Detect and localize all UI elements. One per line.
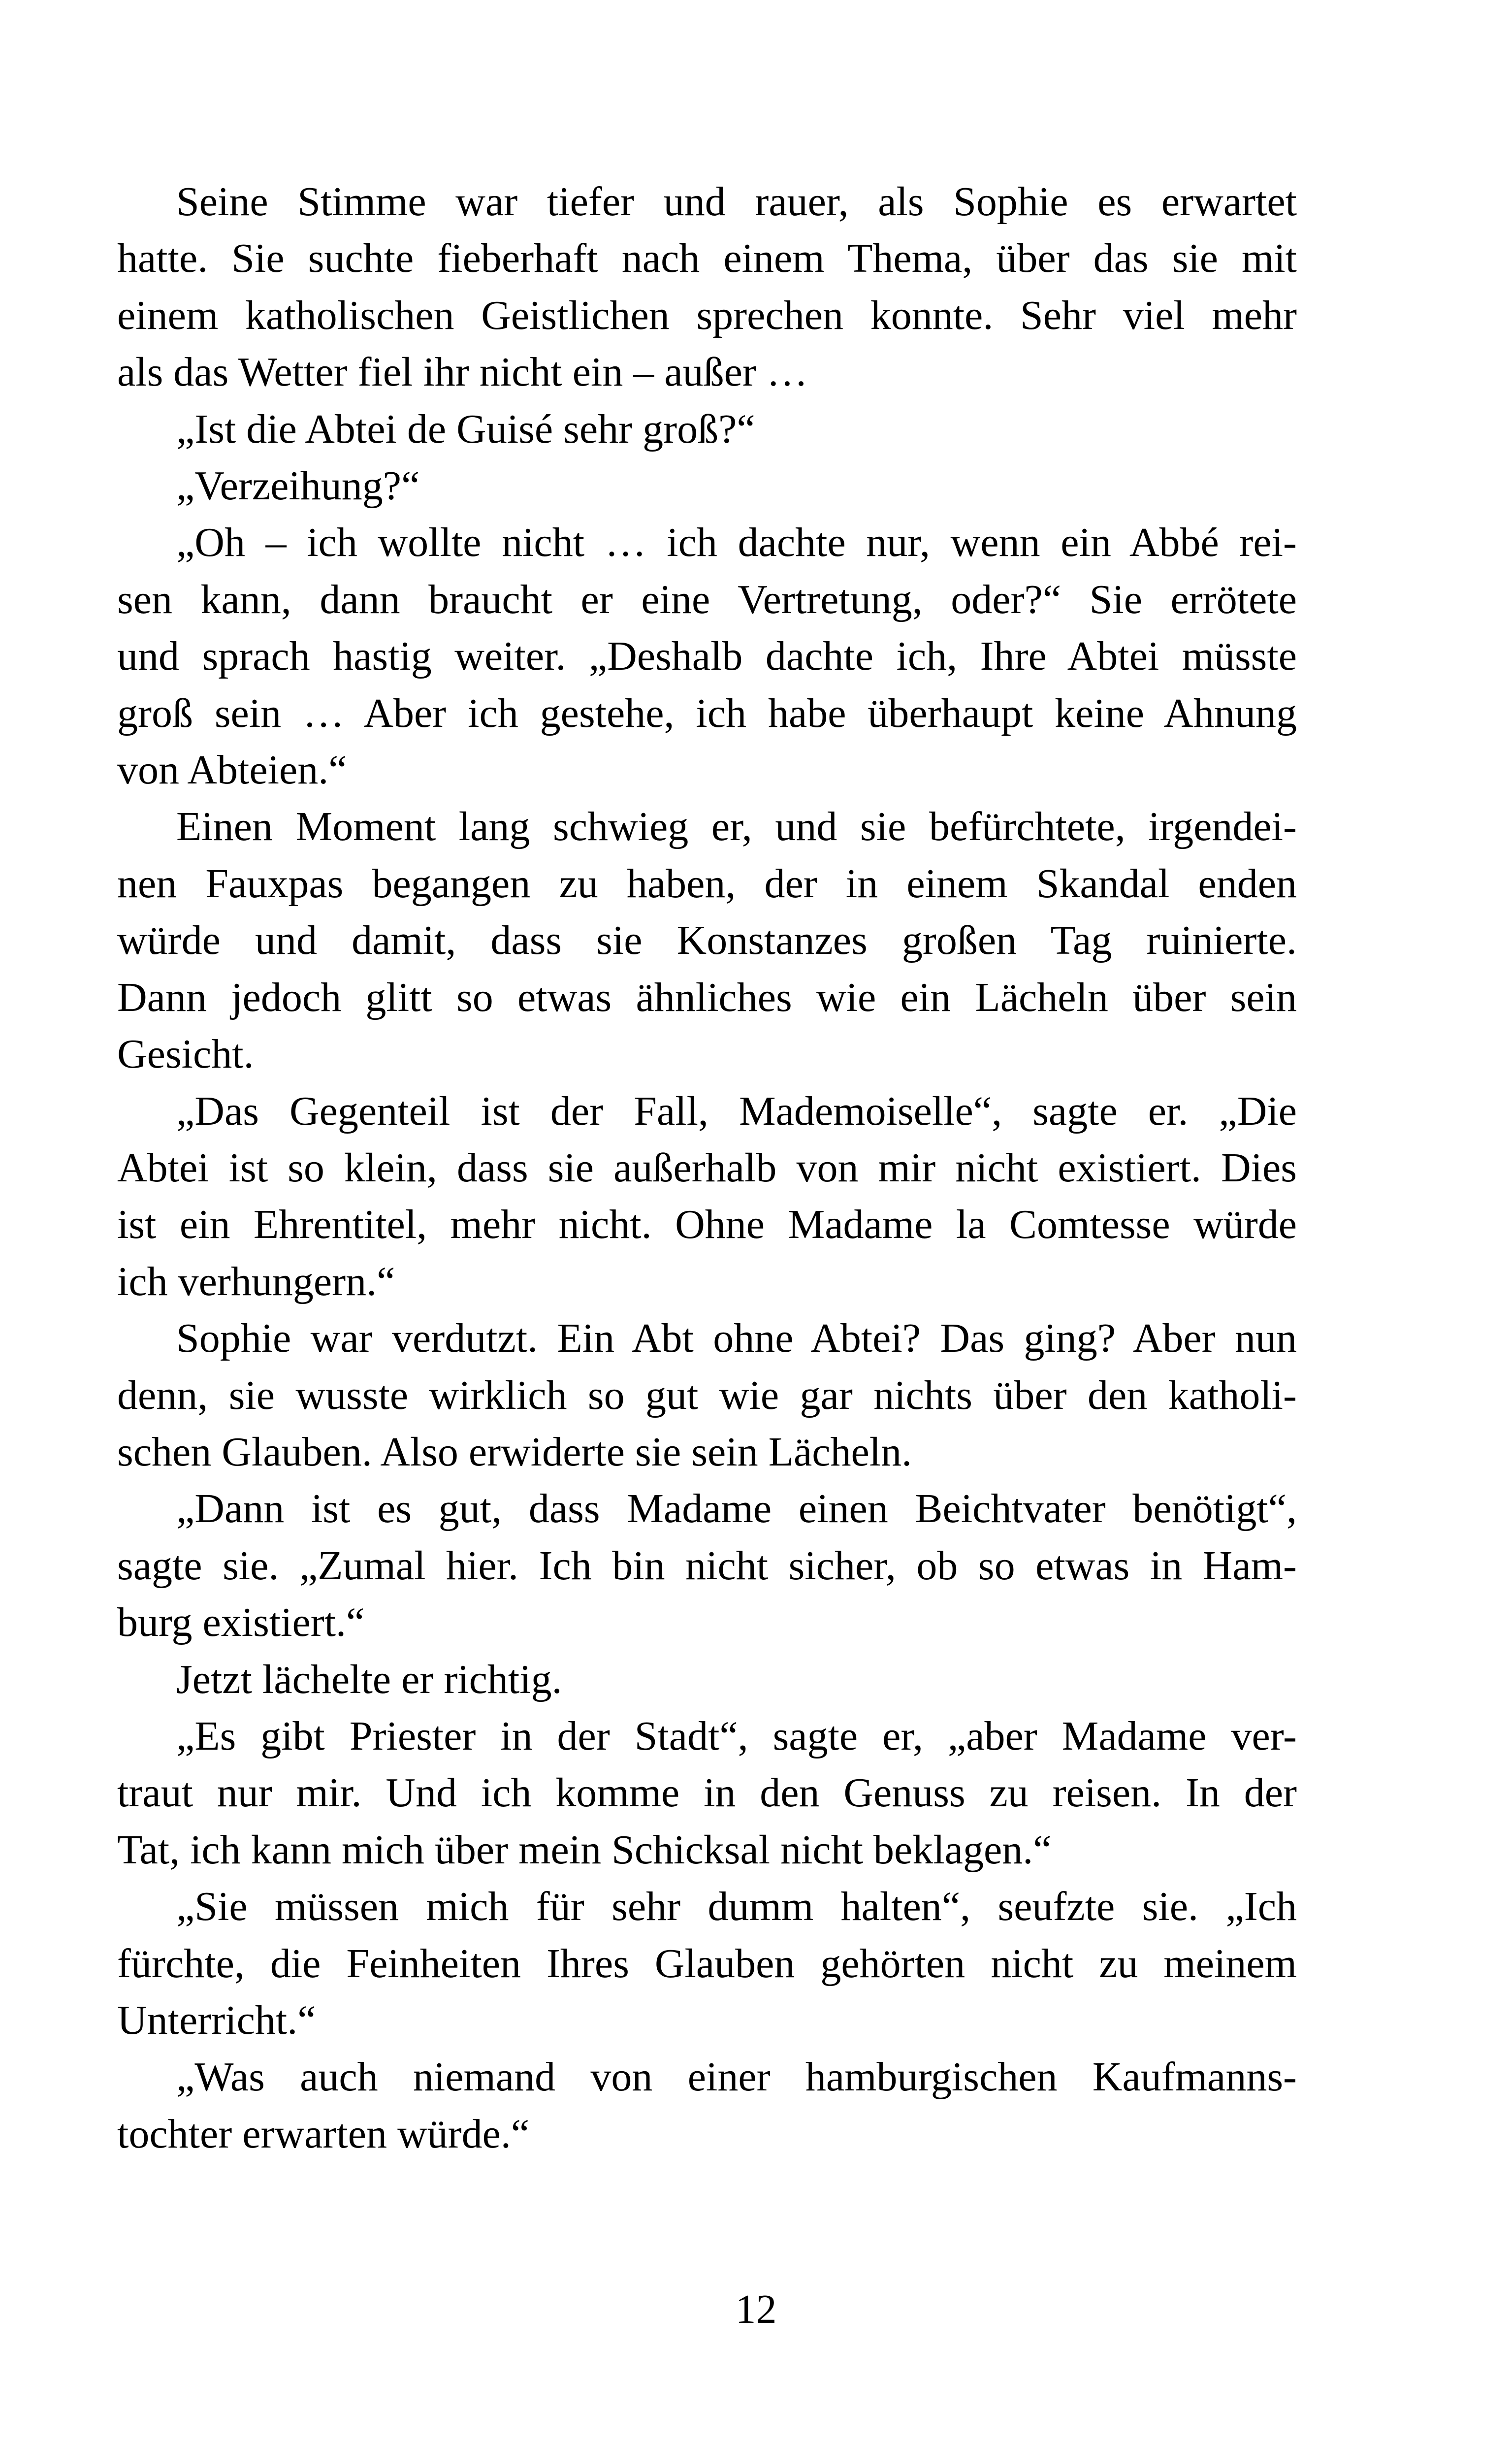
page-number: 12 bbox=[735, 2286, 777, 2332]
text-line: und sprach hastig weiter. „Deshalb dachte ich, Ihre Abtei müsste bbox=[117, 633, 1297, 680]
text-line: Jetzt lächelte er richtig. bbox=[176, 1656, 562, 1702]
paragraph bbox=[117, 457, 1297, 514]
text-line: „Was auch niemand von einer hamburgischen Kaufmanns- bbox=[176, 2054, 1297, 2100]
text-line: einem katholischen Geistlichen sprechen konnte. Sehr viel mehr bbox=[117, 292, 1297, 338]
text-line: Gesicht. bbox=[117, 1031, 254, 1077]
text-line: Dann jedoch glitt so etwas ähnliches wie ein Lächeln über sein bbox=[117, 974, 1297, 1020]
text-line: sagte sie. „Zumal hier. Ich bin nicht sicher, ob so etwas in Ham- bbox=[117, 1542, 1297, 1589]
text-line: „Ist die Abtei de Guisé sehr groß?“ bbox=[176, 406, 755, 452]
paragraph bbox=[117, 798, 1297, 1082]
text-line: von Abteien.“ bbox=[117, 747, 347, 793]
text-line: „Oh – ich wollte nicht … ich dachte nur, wenn ein Abbé rei- bbox=[176, 520, 1297, 566]
text-line: ich verhungern.“ bbox=[117, 1258, 395, 1304]
paragraph bbox=[117, 1480, 1297, 1651]
text-line: burg existiert.“ bbox=[117, 1599, 365, 1646]
text-line: „Verzeihung?“ bbox=[176, 463, 420, 509]
text-line: Seine Stimme war tiefer und rauer, als Sophie es erwartet bbox=[176, 179, 1297, 225]
text-line: fürchte, die Feinheiten Ihres Glauben gehörten nicht zu meinem bbox=[117, 1940, 1297, 1987]
text-line: Sophie war verdutzt. Ein Abt ohne Abtei? Das ging? Aber nun bbox=[176, 1315, 1297, 1362]
text-line: Einen Moment lang schwieg er, und sie befürchtete, irgendei- bbox=[176, 804, 1297, 850]
body-text bbox=[117, 173, 1297, 2162]
text-line: Abtei ist so klein, dass sie außerhalb von mir nicht existiert. Dies bbox=[117, 1144, 1297, 1191]
text-line: „Sie müssen mich für sehr dumm halten“, seufzte sie. „Ich bbox=[176, 1884, 1297, 1930]
paragraph bbox=[117, 1878, 1297, 2049]
paragraph bbox=[117, 1708, 1297, 1878]
text-line: groß sein … Aber ich gestehe, ich habe überhaupt keine Ahnung bbox=[117, 690, 1297, 736]
paragraph bbox=[117, 514, 1297, 798]
paragraph bbox=[117, 2049, 1297, 2162]
text-line: nen Fauxpas begangen zu haben, der in einem Skandal enden bbox=[117, 860, 1297, 907]
paragraph bbox=[117, 173, 1297, 401]
text-line: als das Wetter fiel ihr nicht ein – außer … bbox=[117, 349, 808, 395]
paragraph bbox=[117, 1651, 1297, 1708]
text-line: würde und damit, dass sie Konstanzes großen Tag ruinierte. bbox=[117, 917, 1297, 964]
text-line: schen Glauben. Also erwiderte sie sein Lächeln. bbox=[117, 1429, 912, 1475]
text-line: „Dann ist es gut, dass Madame einen Beichtvater benötigt“, bbox=[176, 1486, 1297, 1532]
text-line: „Das Gegenteil ist der Fall, Mademoiselle“, sagte er. „Die bbox=[176, 1088, 1297, 1134]
text-line: Tat, ich kann mich über mein Schicksal nicht beklagen.“ bbox=[117, 1826, 1052, 1873]
text-line: tochter erwarten würde.“ bbox=[117, 2111, 530, 2157]
text-line: Unterricht.“ bbox=[117, 1997, 316, 2043]
text-line: „Es gibt Priester in der Stadt“, sagte er, „aber Madame ver- bbox=[176, 1713, 1297, 1759]
paragraph bbox=[117, 1083, 1297, 1310]
paragraph bbox=[117, 1310, 1297, 1480]
paragraph bbox=[117, 401, 1297, 457]
text-line: ist ein Ehrentitel, mehr nicht. Ohne Madame la Comtesse würde bbox=[117, 1202, 1297, 1248]
text-line: denn, sie wusste wirklich so gut wie gar nichts über den katholi- bbox=[117, 1372, 1297, 1418]
text-line: sen kann, dann braucht er eine Vertretung, oder?“ Sie errötete bbox=[117, 576, 1297, 622]
text-line: traut nur mir. Und ich komme in den Genuss zu reisen. In der bbox=[117, 1770, 1297, 1816]
text-line: hatte. Sie suchte fieberhaft nach einem Thema, über das sie mit bbox=[117, 235, 1297, 282]
